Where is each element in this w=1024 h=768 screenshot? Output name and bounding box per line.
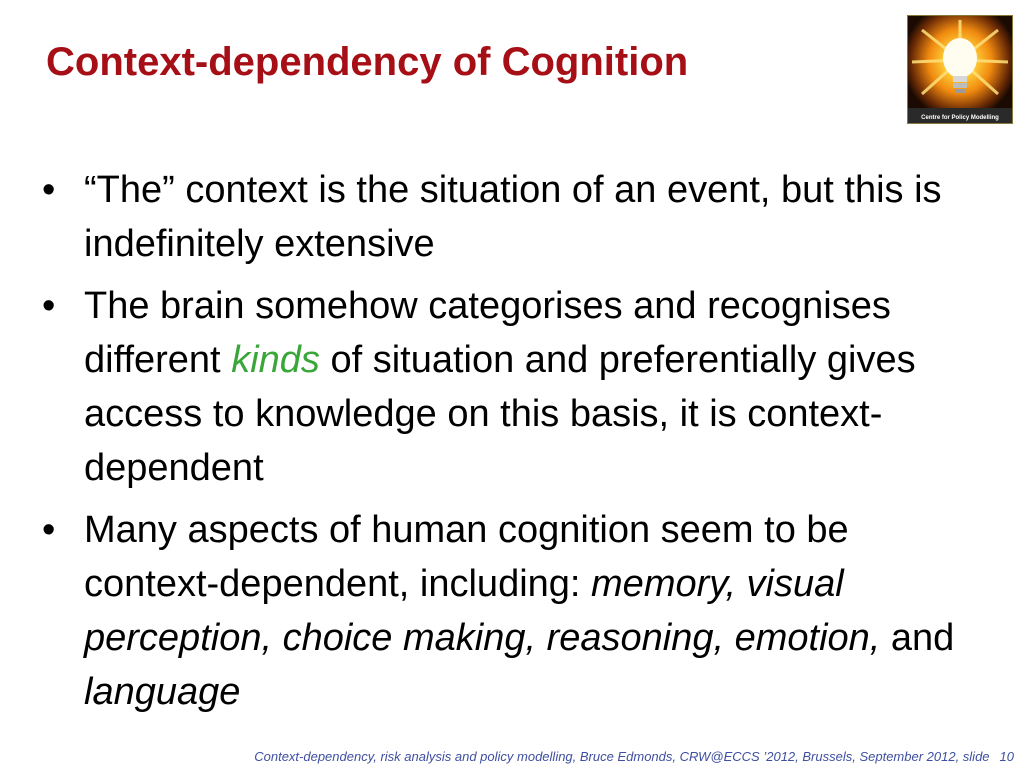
bullet-dot: • [42,285,56,327]
bullet-item [30,503,990,719]
centre-for-policy-modelling-logo [907,15,1013,124]
bullet-item [30,163,990,271]
bullet-text: Many aspects of human cognition seem to be context-dependent, including: [84,509,849,605]
slide-footer [254,749,1014,764]
slide-number: 10 [999,749,1014,764]
logo-caption: Centre for Policy Modelling [921,115,999,121]
bullet-item [30,279,990,495]
bullet-text: “The” context is the situation of an event, but this is indefinitely extensive [84,169,942,265]
bullet-text: of situation and preferentially gives access to knowledge on this basis, it is context-dependent [84,339,916,489]
slide-title: Context-dependency of Cognition [46,40,689,84]
lightbulb-icon [908,16,1012,123]
emphasis-list: memory, visual perception, choice making, reasoning, emotion, [84,563,881,659]
bullet-text: The brain somehow categorises and recognises different [84,285,891,381]
bullet-list [30,163,990,727]
bullet-dot: • [42,169,56,211]
bullet-text: and [880,617,955,659]
bullet-dot: • [42,509,56,551]
emphasis-language: language [84,671,241,713]
emphasis-kinds: kinds [231,339,320,381]
footer-text: Context-dependency, risk analysis and policy modelling, Bruce Edmonds, CRW@ECCS ’2012, Brussels, September 2012, slide [254,749,990,764]
